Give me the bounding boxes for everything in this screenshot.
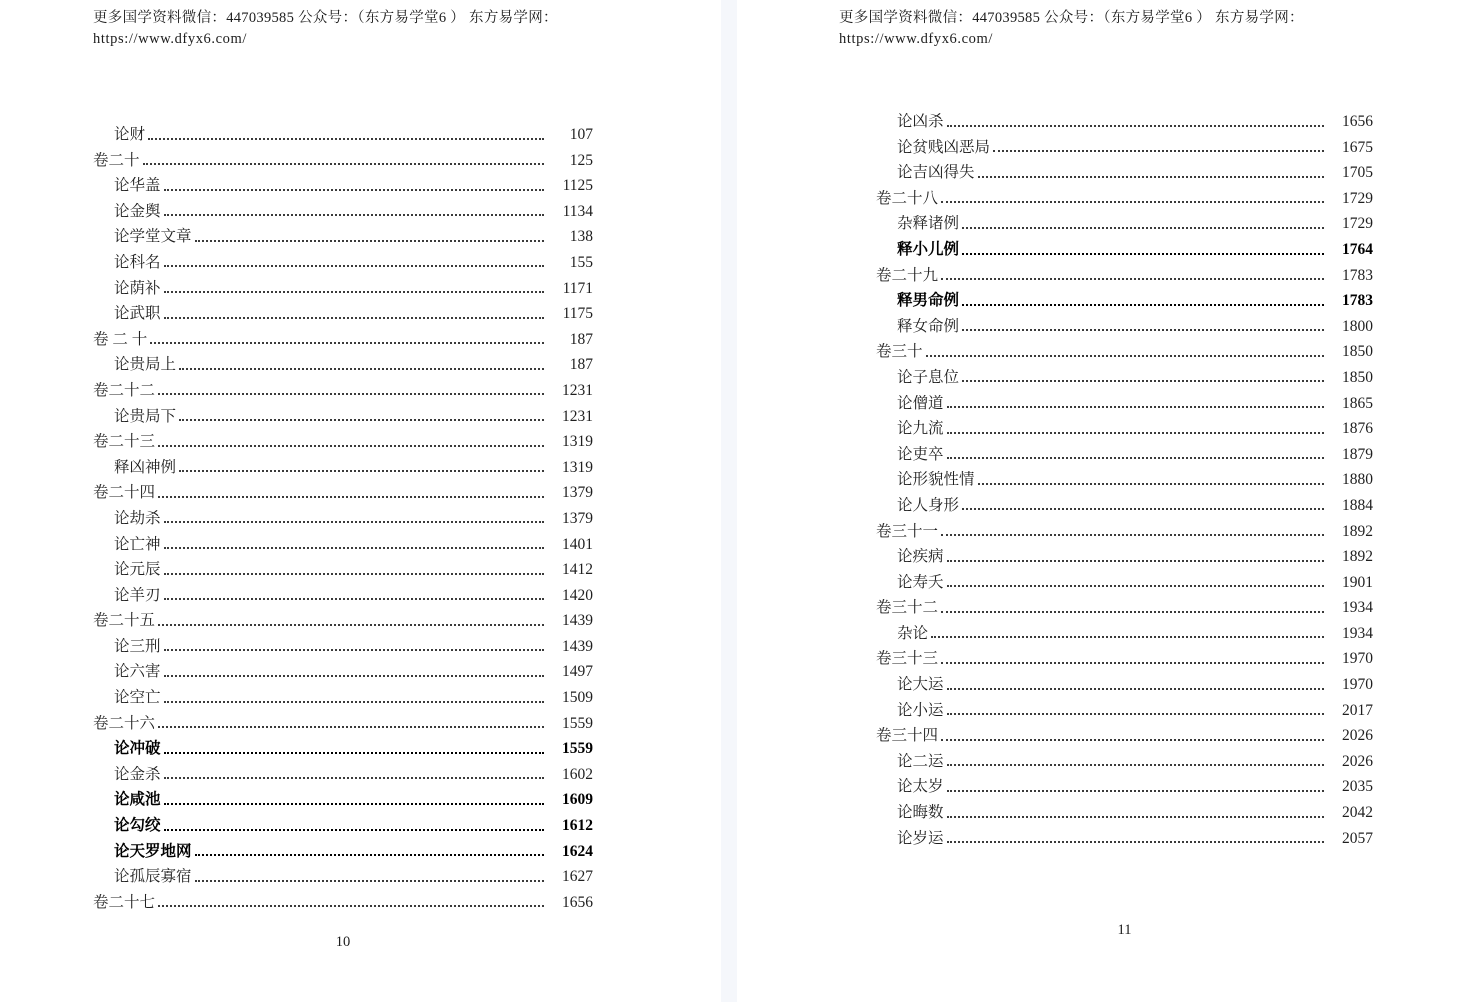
toc-entry[interactable] — [93, 506, 593, 532]
toc-entry-page-number: 1171 — [562, 279, 593, 297]
toc-entry[interactable] — [876, 826, 1373, 852]
toc-entry-title: 论金杀 — [114, 765, 161, 783]
toc-entry-page-number: 1800 — [1342, 317, 1373, 335]
toc-leader-dots — [947, 826, 1324, 844]
toc-leader-dots — [941, 595, 1324, 613]
toc-entry[interactable] — [93, 736, 593, 762]
toc-leader-dots — [947, 442, 1324, 460]
toc-leader-dots — [164, 685, 544, 703]
toc-entry[interactable] — [93, 480, 593, 506]
toc-leader-dots — [978, 160, 1324, 178]
toc-entry-title: 论太岁 — [897, 778, 944, 796]
toc-entry[interactable] — [93, 327, 593, 353]
toc-entry[interactable] — [876, 416, 1373, 442]
toc-entry-page-number: 2042 — [1342, 804, 1373, 822]
toc-leader-dots — [150, 327, 544, 345]
toc-entry-title: 释小儿例 — [897, 240, 960, 258]
toc-entry-page-number: 1439 — [562, 637, 593, 655]
toc-leader-dots — [947, 774, 1324, 792]
toc-entry-title: 卷二十二 — [93, 381, 156, 399]
toc-entry-page-number: 1412 — [562, 561, 593, 579]
toc-entry-page-number: 1559 — [562, 740, 593, 758]
toc-leader-dots — [941, 263, 1324, 281]
toc-leader-dots — [926, 339, 1324, 357]
toc-entry-page-number: 1879 — [1342, 445, 1373, 463]
toc-leader-dots — [164, 276, 544, 294]
page-10 — [0, 0, 721, 1002]
toc-entry[interactable] — [876, 339, 1373, 365]
toc-entry[interactable] — [876, 186, 1373, 212]
toc-leader-dots — [947, 570, 1324, 588]
toc-leader-dots — [164, 506, 544, 524]
toc-entry-title: 卷二十九 — [876, 266, 939, 284]
toc-entry[interactable] — [93, 557, 593, 583]
toc-leader-dots — [978, 467, 1324, 485]
toc-entry-title: 论吏卒 — [897, 445, 944, 463]
toc-leader-dots — [164, 301, 544, 319]
toc-entry-title: 论晦数 — [897, 804, 944, 822]
toc-entry-page-number: 155 — [569, 253, 593, 271]
toc-entry[interactable] — [876, 723, 1373, 749]
toc-entry-page-number: 1497 — [562, 663, 593, 681]
toc-entry-page-number: 1624 — [562, 842, 593, 860]
toc-entry-title: 论大运 — [897, 676, 944, 694]
toc-entry-title: 卷三十三 — [876, 650, 939, 668]
toc-leader-dots — [179, 455, 544, 473]
toc-entry-title: 论贵局下 — [114, 407, 177, 425]
toc-entry-page-number: 1379 — [562, 509, 593, 527]
toc-entry-title: 论天罗地网 — [114, 842, 192, 860]
toc-entry[interactable] — [93, 429, 593, 455]
toc-entry-title: 论九流 — [897, 420, 944, 438]
toc-entry[interactable] — [93, 711, 593, 737]
toc-leader-dots — [164, 583, 544, 601]
toc-entry[interactable] — [93, 787, 593, 813]
page-gap — [721, 0, 737, 1002]
toc-leader-dots — [962, 314, 1324, 332]
toc-entry[interactable] — [93, 762, 593, 788]
toc-entry-page-number: 1729 — [1342, 215, 1373, 233]
toc-entry[interactable] — [876, 621, 1373, 647]
toc-entry[interactable] — [876, 442, 1373, 468]
toc-entry[interactable] — [876, 800, 1373, 826]
toc-entry-page-number: 138 — [569, 228, 593, 246]
toc-entry-title: 论疾病 — [897, 548, 944, 566]
toc-leader-dots — [158, 378, 544, 396]
toc-list — [876, 109, 1373, 851]
toc-entry-page-number: 1319 — [562, 458, 593, 476]
toc-entry-page-number: 187 — [569, 356, 593, 374]
toc-entry-title: 论冲破 — [114, 740, 161, 758]
toc-entry[interactable] — [93, 864, 593, 890]
toc-entry-page-number: 1656 — [562, 893, 593, 911]
toc-leader-dots — [158, 711, 544, 729]
toc-entry-title: 论金舆 — [114, 202, 161, 220]
toc-entry[interactable] — [876, 135, 1373, 161]
toc-leader-dots — [164, 532, 544, 550]
page-number-footer: 11 — [1117, 922, 1132, 938]
toc-entry-title: 论亡神 — [114, 535, 161, 553]
toc-entry-title: 论学堂文章 — [114, 228, 192, 246]
page-header — [93, 8, 558, 50]
toc-entry-page-number: 1783 — [1342, 292, 1373, 310]
toc-entry-page-number: 1420 — [562, 586, 593, 604]
toc-leader-dots — [947, 698, 1324, 716]
toc-leader-dots — [962, 365, 1324, 383]
toc-entry-title: 论子息位 — [897, 368, 960, 386]
toc-leader-dots — [941, 723, 1324, 741]
toc-entry[interactable] — [876, 391, 1373, 417]
toc-entry[interactable] — [876, 698, 1373, 724]
toc-leader-dots — [993, 135, 1324, 153]
toc-entry[interactable] — [93, 301, 593, 327]
toc-entry-title: 论荫补 — [114, 279, 161, 297]
toc-leader-dots — [947, 800, 1324, 818]
toc-entry[interactable] — [93, 890, 593, 916]
toc-entry-page-number: 1783 — [1342, 266, 1373, 284]
toc-entry-page-number: 1319 — [562, 433, 593, 451]
toc-leader-dots — [158, 608, 544, 626]
toc-entry[interactable] — [93, 224, 593, 250]
toc-leader-dots — [195, 839, 544, 857]
toc-entry-title: 论形貌性情 — [897, 471, 975, 489]
toc-leader-dots — [164, 813, 544, 831]
header-url-link[interactable]: https://www.dfyx6.com/ — [93, 31, 248, 47]
toc-entry-title: 论贫贱凶恶局 — [897, 138, 991, 156]
toc-entry-page-number: 1876 — [1342, 420, 1373, 438]
toc-entry[interactable] — [876, 595, 1373, 621]
toc-entry[interactable] — [876, 672, 1373, 698]
header-url-link[interactable]: https://www.dfyx6.com/ — [839, 31, 994, 47]
toc-entry-title: 论吉凶得失 — [897, 164, 975, 182]
toc-entry[interactable] — [93, 352, 593, 378]
toc-entry-title: 论华盖 — [114, 177, 161, 195]
toc-entry[interactable] — [876, 365, 1373, 391]
toc-entry-title: 论小运 — [897, 701, 944, 719]
toc-entry[interactable] — [876, 570, 1373, 596]
toc-entry-title: 论二运 — [897, 752, 944, 770]
toc-entry-title: 杂论 — [897, 624, 929, 642]
toc-entry-title: 论勾绞 — [114, 817, 161, 835]
toc-entry-title: 论咸池 — [114, 791, 161, 809]
toc-entry-page-number: 1880 — [1342, 471, 1373, 489]
toc-entry-page-number: 1125 — [562, 177, 593, 195]
toc-entry-title: 卷二十四 — [93, 484, 156, 502]
toc-entry-page-number: 1627 — [562, 868, 593, 886]
toc-entry-page-number: 1892 — [1342, 548, 1373, 566]
toc-leader-dots — [164, 762, 544, 780]
toc-leader-dots — [195, 864, 544, 882]
toc-entry-page-number: 1934 — [1342, 599, 1373, 617]
toc-leader-dots — [164, 634, 544, 652]
toc-entry-title: 卷 二 十 — [93, 330, 148, 348]
toc-leader-dots — [931, 621, 1324, 639]
page-number-footer: 10 — [335, 934, 351, 950]
toc-entry-title: 论羊刃 — [114, 586, 161, 604]
toc-entry-page-number: 1850 — [1342, 368, 1373, 386]
toc-entry-page-number: 2026 — [1342, 752, 1373, 770]
toc-entry-page-number: 1865 — [1342, 394, 1373, 412]
toc-leader-dots — [947, 672, 1324, 690]
toc-leader-dots — [962, 493, 1324, 511]
toc-entry-page-number: 1134 — [562, 202, 593, 220]
toc-entry[interactable] — [93, 455, 593, 481]
toc-entry[interactable] — [93, 608, 593, 634]
toc-entry-page-number: 2017 — [1342, 701, 1373, 719]
toc-entry[interactable] — [93, 659, 593, 685]
toc-entry[interactable] — [93, 199, 593, 225]
toc-leader-dots — [962, 237, 1324, 255]
toc-entry[interactable] — [93, 685, 593, 711]
toc-entry[interactable] — [876, 646, 1373, 672]
toc-entry-page-number: 1609 — [562, 791, 593, 809]
toc-entry[interactable] — [93, 250, 593, 276]
toc-entry-title: 论人身形 — [897, 496, 960, 514]
toc-entry-title: 论寿夭 — [897, 573, 944, 591]
toc-entry[interactable] — [93, 839, 593, 865]
toc-entry[interactable] — [93, 583, 593, 609]
page-header — [839, 8, 1304, 50]
toc-leader-dots — [179, 352, 544, 370]
toc-entry-title: 卷三十四 — [876, 727, 939, 745]
toc-leader-dots — [962, 211, 1324, 229]
toc-entry-page-number: 2026 — [1342, 727, 1373, 745]
toc-entry-page-number: 1705 — [1342, 164, 1373, 182]
toc-entry-title: 论贵局上 — [114, 356, 177, 374]
toc-entry-page-number: 1175 — [562, 305, 593, 323]
toc-entry[interactable] — [93, 276, 593, 302]
toc-leader-dots — [941, 519, 1324, 537]
toc-entry[interactable] — [876, 109, 1373, 135]
toc-entry-title: 论六害 — [114, 663, 161, 681]
toc-leader-dots — [941, 186, 1324, 204]
toc-entry-title: 论凶杀 — [897, 113, 944, 130]
toc-leader-dots — [947, 749, 1324, 767]
toc-entry[interactable] — [876, 263, 1373, 289]
toc-entry-page-number: 1970 — [1342, 676, 1373, 694]
toc-leader-dots — [179, 404, 544, 422]
toc-list — [93, 122, 593, 915]
toc-entry-title: 释女命例 — [897, 317, 960, 335]
page-11 — [737, 0, 1458, 1002]
toc-leader-dots — [164, 199, 544, 217]
toc-entry-page-number: 1729 — [1342, 189, 1373, 207]
toc-leader-dots — [158, 480, 544, 498]
toc-entry[interactable] — [876, 288, 1373, 314]
toc-leader-dots — [164, 736, 544, 754]
toc-entry[interactable] — [93, 148, 593, 174]
toc-leader-dots — [158, 890, 544, 908]
toc-entry[interactable] — [93, 378, 593, 404]
toc-leader-dots — [947, 109, 1324, 127]
toc-entry-title: 论元辰 — [114, 561, 161, 579]
toc-entry-page-number: 1379 — [562, 484, 593, 502]
toc-entry-title: 卷三十二 — [876, 599, 939, 617]
toc-leader-dots — [941, 646, 1324, 664]
toc-entry-title: 论僧道 — [897, 394, 944, 412]
toc-entry-page-number: 1892 — [1342, 522, 1373, 540]
toc-entry[interactable] — [876, 160, 1373, 186]
toc-entry-page-number: 1850 — [1342, 343, 1373, 361]
toc-entry[interactable] — [876, 467, 1373, 493]
toc-leader-dots — [148, 122, 544, 140]
toc-entry[interactable] — [876, 237, 1373, 263]
toc-entry[interactable] — [876, 519, 1373, 545]
toc-entry-title: 卷二十八 — [876, 189, 939, 207]
toc-entry-title: 卷二十七 — [93, 893, 156, 911]
header-contact-line: 更多国学资料微信：447039585 公众号：（东方易学堂6 ） 东方易学网： — [839, 10, 1304, 26]
toc-entry[interactable] — [93, 532, 593, 558]
toc-entry-page-number: 2057 — [1342, 829, 1373, 847]
toc-entry[interactable] — [93, 122, 593, 148]
toc-entry-page-number: 1559 — [562, 714, 593, 732]
toc-entry-page-number: 1934 — [1342, 624, 1373, 642]
toc-entry-title: 卷二十六 — [93, 714, 156, 732]
toc-entry[interactable] — [876, 749, 1373, 775]
toc-leader-dots — [164, 250, 544, 268]
toc-entry-title: 论空亡 — [114, 689, 161, 707]
toc-entry-page-number: 187 — [569, 330, 593, 348]
header-contact-line: 更多国学资料微信：447039585 公众号：（东方易学堂6 ） 东方易学网： — [93, 10, 558, 26]
toc-leader-dots — [195, 224, 544, 242]
toc-entry-title: 卷三十一 — [876, 522, 939, 540]
toc-entry-page-number: 1901 — [1342, 573, 1373, 591]
toc-entry-page-number: 1401 — [562, 535, 593, 553]
toc-leader-dots — [962, 288, 1324, 306]
toc-entry-page-number: 1231 — [562, 407, 593, 425]
toc-entry-title: 卷二十三 — [93, 433, 156, 451]
toc-leader-dots — [164, 557, 544, 575]
toc-entry[interactable] — [93, 404, 593, 430]
toc-entry-title: 论武职 — [114, 305, 161, 323]
toc-entry[interactable] — [876, 314, 1373, 340]
toc-entry[interactable] — [876, 774, 1373, 800]
toc-entry-page-number: 1970 — [1342, 650, 1373, 668]
toc-leader-dots — [164, 787, 544, 805]
toc-entry-page-number: 125 — [569, 151, 593, 169]
toc-entry-title: 论财 — [114, 126, 146, 143]
toc-entry[interactable] — [93, 634, 593, 660]
toc-leader-dots — [158, 429, 544, 447]
toc-entry-title: 释男命例 — [897, 292, 960, 310]
toc-entry-title: 论科名 — [114, 253, 161, 271]
toc-entry[interactable] — [876, 493, 1373, 519]
toc-entry-page-number: 2035 — [1342, 778, 1373, 796]
toc-entry-title: 论岁运 — [897, 829, 944, 847]
toc-entry-page-number: 1884 — [1342, 496, 1373, 514]
toc-entry-title: 卷二十 — [93, 151, 140, 169]
toc-entry-page-number: 1612 — [562, 817, 593, 835]
toc-entry-title: 杂释诸例 — [897, 215, 960, 233]
toc-entry-page-number: 1509 — [562, 689, 593, 707]
toc-entry-page-number: 107 — [569, 126, 593, 143]
toc-entry-title: 卷二十五 — [93, 612, 156, 630]
toc-leader-dots — [947, 416, 1324, 434]
toc-entry[interactable] — [876, 211, 1373, 237]
toc-entry-page-number: 1231 — [562, 381, 593, 399]
toc-entry-page-number: 1439 — [562, 612, 593, 630]
toc-entry-title: 论劫杀 — [114, 509, 161, 527]
toc-leader-dots — [947, 391, 1324, 409]
toc-leader-dots — [143, 148, 544, 166]
toc-entry-title: 论孤辰寡宿 — [114, 868, 192, 886]
toc-entry-title: 卷三十 — [876, 343, 923, 361]
toc-entry-title: 论三刑 — [114, 637, 161, 655]
toc-entry[interactable] — [93, 813, 593, 839]
toc-entry-page-number: 1602 — [562, 765, 593, 783]
toc-entry-page-number: 1675 — [1342, 138, 1373, 156]
toc-entry-page-number: 1656 — [1342, 113, 1373, 130]
toc-leader-dots — [947, 544, 1324, 562]
toc-leader-dots — [164, 173, 544, 191]
toc-entry-title: 释凶神例 — [114, 458, 177, 476]
toc-entry[interactable] — [876, 544, 1373, 570]
toc-leader-dots — [164, 659, 544, 677]
toc-entry[interactable] — [93, 173, 593, 199]
toc-entry-page-number: 1764 — [1342, 240, 1373, 258]
